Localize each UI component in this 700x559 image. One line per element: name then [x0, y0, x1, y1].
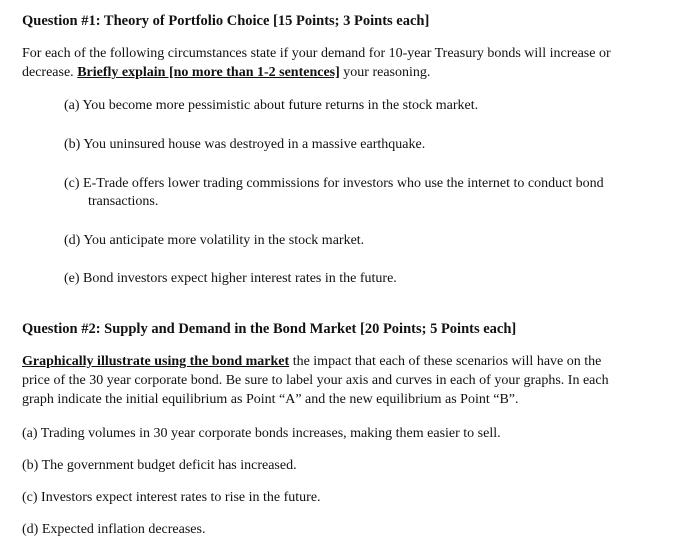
item-text: E-Trade offers lower trading commissions for investors who use the internet to conduct bond [83, 176, 604, 191]
question-2-item-a [22, 424, 501, 443]
item-text: Trading volumes in 30 year corporate bonds increases, making them easier to sell. [40, 426, 501, 441]
question-2-intro-line-2: price of the 30 year corporate bond. Be sure to label your axis and curves in each of your graphs. In each [22, 373, 609, 388]
question-1-intro-pre: decrease. [22, 65, 78, 80]
item-text: You become more pessimistic about future returns in the stock market. [82, 98, 479, 113]
question-2-intro-line-1 [22, 352, 662, 371]
question-1-intro-line-2 [22, 63, 662, 82]
question-1-intro-post: your reasoning. [339, 65, 431, 80]
question-1-item-c [64, 174, 604, 193]
question-1-intro-line-1: For each of the following circumstances state if your demand for 10-year Treasury bonds will increase or [22, 46, 611, 61]
question-1-item-e [64, 269, 397, 288]
item-label: (e) [64, 271, 80, 286]
question-1-heading: Question #1: Theory of Portfolio Choice [15 Points; 3 Points each] [22, 13, 430, 29]
item-label: (b) [64, 137, 81, 152]
question-2-heading: Question #2: Supply and Demand in the Bond Market [20 Points; 5 Points each] [22, 321, 517, 337]
item-label: (d) [22, 522, 39, 537]
item-text: You uninsured house was destroyed in a massive earthquake. [83, 137, 426, 152]
item-label: (c) [64, 176, 80, 191]
question-2-intro-line-3: graph indicate the initial equilibrium as Point “A” and the new equilibrium as Point “B”. [22, 392, 519, 407]
question-1-item-a [64, 96, 478, 115]
question-1-intro [22, 44, 662, 82]
item-label: (d) [64, 233, 81, 248]
item-text: Bond investors expect higher interest rates in the future. [83, 271, 397, 286]
item-label: (b) [22, 458, 39, 473]
question-2-intro [22, 352, 662, 409]
question-1-item-d [64, 231, 364, 250]
question-1-item-b [64, 135, 425, 154]
item-label: (a) [22, 426, 38, 441]
question-1-intro-emphasis: Briefly explain [no more than 1-2 sentences] [77, 65, 340, 80]
item-text: Expected inflation decreases. [41, 522, 206, 537]
question-2-intro-emphasis: Graphically illustrate using the bond market [22, 354, 290, 369]
question-2-item-d [22, 520, 205, 539]
question-2-item-b [22, 456, 297, 475]
question-2-item-c [22, 488, 321, 507]
item-text: Investors expect interest rates to rise in the future. [41, 490, 321, 505]
question-2-intro-post: the impact that each of these scenarios will have on the [289, 354, 602, 369]
item-text: The government budget deficit has increased. [41, 458, 297, 473]
item-label: (a) [64, 98, 80, 113]
question-1-item-c-continuation: transactions. [88, 194, 159, 209]
item-label: (c) [22, 490, 38, 505]
item-text: You anticipate more volatility in the stock market. [83, 233, 365, 248]
